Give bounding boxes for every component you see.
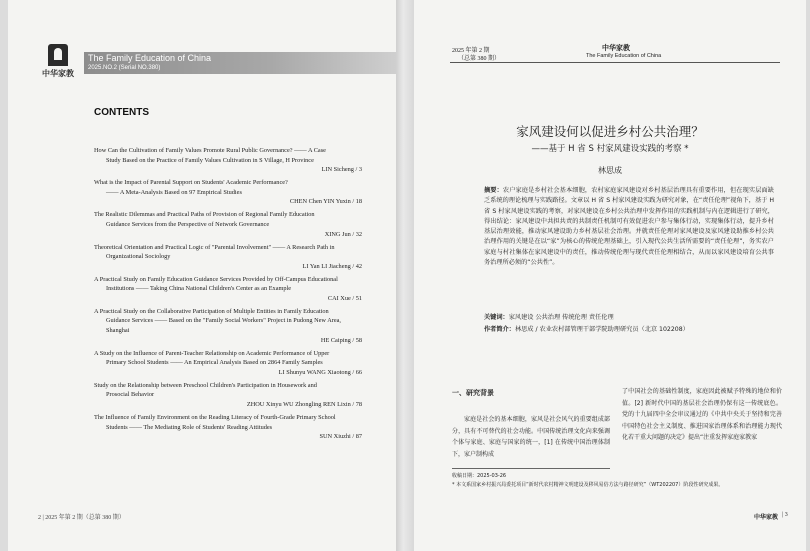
toc-title-line: How Can the Cultivation of Family Values Promote Rural Public Governance? —— A Case — [94, 147, 326, 154]
abstract — [484, 186, 774, 268]
article-subtitle: ——基于 H 省 S 村家风建设实践的考察 * — [531, 144, 689, 154]
toc-title-continuation: —— A Meta-Analysis Based on 97 Empirical Studies — [106, 188, 242, 196]
toc-entry — [94, 243, 362, 272]
abstract-text: 农户家庭是乡村社会基本细胞，农村家庭家风建设对乡村基层治理具有重要作用，但在现实层面缺乏系统的理论梳理与实践路径。文章以 H 省 S 村家风建设实践为研究对象，在“责任伦理”视角下，基于 H 省 S 村家风建设实践的考察，对家风建设在乡村公共治理中发挥作用的实践机制与内在逻辑进行了研究，得出结论：家风建设中共担共责的共制责任机制可有效促进农户参与集体行动，实现集体行动，提升乡村基层治理效能，推动家风建设助力乡村基层社会治理。并就责任伦理对家风建设及家风建设助推乡村公共治理作用的关键是在以“家”为核心的传统伦理基础上，引入现代公共生活所需要的“责任伦理”，务实农户家庭与村社集体在家风建设中的责任，推动传统伦理与现代责任伦理相结合，从而以家风建设培育公共事务治理所必须的“公共性”。 — [484, 187, 774, 267]
toc-entry — [94, 146, 362, 175]
keywords — [484, 312, 774, 321]
header-journal-title: The Family Education of China — [586, 53, 662, 59]
toc-title — [94, 413, 362, 432]
toc-title — [94, 381, 362, 400]
toc-author-page: XING Jun / 32 — [324, 230, 362, 238]
toc-title-line: What is the Impact of Parental Support on Students' Academic Performance? — [94, 179, 288, 187]
contents-heading: CONTENTS — [94, 107, 149, 118]
toc-author-page: SUN Xiuzhi / 87 — [319, 433, 362, 441]
toc-title-continuation: Guidance Services from the Perspective of Network Governance — [106, 220, 270, 228]
toc-title — [94, 210, 362, 229]
toc-entry — [94, 210, 362, 239]
author-info-label: 作者简介： — [484, 326, 515, 333]
toc-author-page: CAI Xue / 51 — [327, 294, 362, 302]
toc-title-continuation: Organizational Sociology — [106, 253, 171, 261]
toc-entry — [94, 275, 362, 304]
keywords-label: 关键词： — [484, 314, 509, 321]
toc-author-page: LI Yan LI Jiacheng / 42 — [302, 262, 362, 270]
issue-serial: （总第 380 期） — [458, 56, 501, 62]
funding-note: * 本文系国家乡村振兴局委托项目“新时代农村精神文明建设及移风易俗方法与路径研究”（WT202207）阶段性研究成果。 — [452, 482, 724, 488]
toc-title — [94, 307, 362, 336]
right-page-number: | 3 — [782, 512, 788, 518]
toc-title-continuation: Study Based on the Practice of Family Values Cultivation in S Village, H Province — [106, 156, 314, 164]
toc-title-line: The Influence of Family Environment on the Reading Literacy of Fourth-Grade Primary School — [94, 413, 336, 421]
toc-title — [94, 243, 362, 262]
right-page — [414, 0, 806, 551]
journal-issue: 2025.NO.2 (Serial NO.380) — [88, 65, 161, 71]
toc-title — [94, 275, 362, 294]
author-info — [484, 324, 774, 333]
toc-title-line: A Practical Study on Family Education Guidance Services Provided by Off-Campus Educational — [94, 275, 338, 283]
toc-entry — [94, 349, 362, 378]
keywords-text: 家风建设 公共治理 传统伦理 责任伦理 — [508, 314, 614, 321]
logo-text: 中华家教 — [42, 69, 74, 78]
toc-author-page: ZHOU Xinyu WU Zhongling REN Lixin / 78 — [246, 400, 362, 408]
toc-author-page: CHEN Chen YIN Yuxin / 18 — [289, 198, 362, 206]
article-author: 林思成 — [598, 166, 622, 175]
left-page — [8, 0, 396, 551]
footer-logo-text: 中华家教 — [754, 514, 779, 521]
body-column-2: 了中国社会的基础性制度，家庭因此被赋予特殊的地位和价值。[2] 新时代中国的基层社会治理仍保有这一传统底色。党的十九届四中全会审议通过的《中共中央关于坚持和完善中国特色社会主义制度、推进国家治理体系和治理能力现代化若干重大问题的决定》提出“注重发挥家庭家教家 — [622, 388, 782, 442]
toc-title-line: A Study on the Influence of Parent-Teacher Relationship on Academic Performance of Upper — [94, 349, 330, 357]
toc-author-page: LIN Sicheng / 3 — [321, 166, 362, 174]
author-info-text: 林思成 / 农业农村部管理干部学院助理研究员（北京 102208） — [514, 326, 689, 333]
toc-title-continuation: Students —— The Mediating Role of Students' Reading Attitudes — [106, 423, 273, 431]
toc-title-continuation: Primary School Students —— An Empirical Analysis Based on 2864 Family Samples — [106, 359, 323, 367]
journal-logo — [36, 42, 80, 82]
toc-title-continuation: Prosocial Behavior — [106, 391, 155, 399]
toc-title-continuation: Institutions —— Taking China National Children's Center as an Example — [106, 285, 292, 293]
received-date: 收稿日期：2025-03-26 — [452, 473, 507, 479]
toc-title-continuation: Guidance Services —— Based on the "Family Social Workers" Project in Pudong New Area, Shanghai — [106, 317, 342, 335]
page-gutter — [396, 0, 414, 551]
toc-title-line: Study on the Relationship between Preschool Children's Participation in Housework and — [94, 381, 317, 389]
issue-line: 2025 年第 2 期 — [452, 48, 490, 54]
toc-author-page: LI Shunyu WANG Xiaotong / 66 — [278, 368, 362, 376]
toc-title-line: Theoretical Orientation and Practical Logic of "Parental Involvement" —— A Research Path in — [94, 243, 335, 251]
toc-title-line: The Realistic Dilemmas and Practical Paths of Provision of Regional Family Education — [94, 211, 315, 219]
header-rule — [450, 62, 780, 63]
footnote-rule — [452, 468, 610, 469]
toc-entry — [94, 307, 362, 345]
journal-title: The Family Education of China — [88, 53, 212, 63]
toc-title-line: A Practical Study on the Collaborative Participation of Multiple Entities in Family Education — [94, 307, 329, 315]
toc-entry — [94, 381, 362, 410]
kangaroo-logo-icon — [48, 44, 68, 66]
abstract-label: 摘要： — [484, 187, 503, 194]
left-footer: 2 | 2025 年第 2 期（总第 380 期） — [38, 515, 125, 521]
section-heading: 一、研究背景 — [452, 389, 494, 397]
left-header — [36, 42, 396, 82]
toc-title — [94, 146, 362, 165]
table-of-contents — [94, 146, 362, 445]
toc-title — [94, 178, 362, 197]
toc-entry — [94, 178, 362, 207]
article-title: 家风建设何以促进乡村公共治理？ — [516, 124, 704, 139]
header-logo-text: 中华家教 — [602, 44, 630, 52]
toc-entry — [94, 413, 362, 442]
toc-title — [94, 349, 362, 368]
toc-author-page: HE Caiping / 58 — [320, 336, 362, 344]
body-column-1: 家庭是社会的基本细胞，家风是社会风气的重要组成部分，具有不可替代的社会功能。中国传统治理文化向来强调个体与家庭、家庭与国家的统一，[1] 在传统中国治理体制下，家户制构成 — [452, 416, 610, 458]
